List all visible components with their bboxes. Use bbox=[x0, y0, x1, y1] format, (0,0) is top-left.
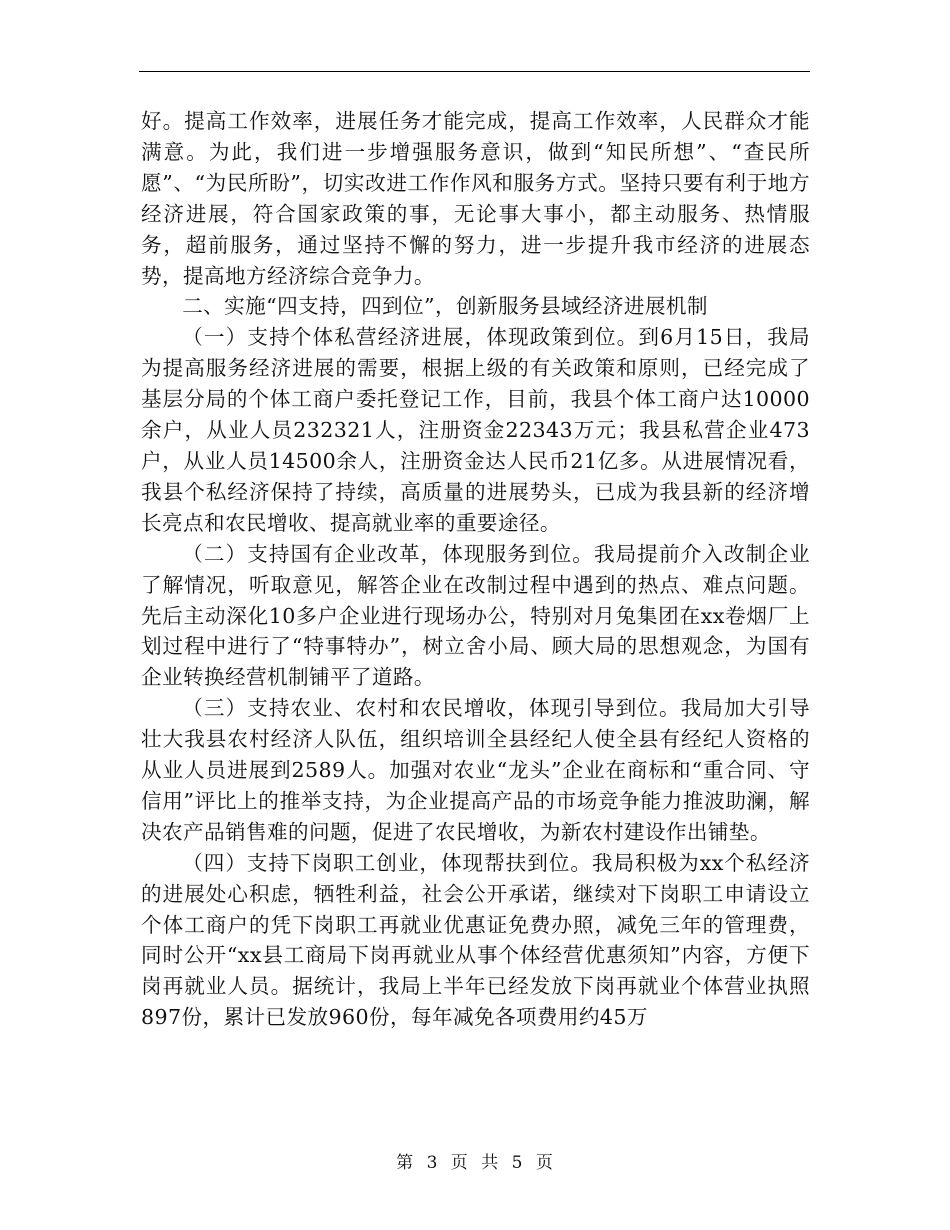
paragraph-item-1: （一）支持个体私营经济进展，体现政策到位。到6月15日，我局为提高服务经济进展的需要，根据上级的有关政策和原则，已经完成了基层分局的个体工商户委托登记工作，目前，我县个体工商户达10000余户，从业人员232321人，注册资金22343万元；我县私营企业473户，从业人员14500余人，注册资金达人民币21亿多。从进展情况看，我县个私经济保持了持续，高质量的进展势头，已成为我县新的经济增长亮点和农民增收、提高就业率的重要途径。 bbox=[141, 325, 810, 535]
header-rule bbox=[139, 71, 810, 72]
paragraph-item-2: （二）支持国有企业改革，体现服务到位。我局提前介入改制企业了解情况，听取意见，解答企业在改制过程中遇到的热点、难点问题。先后主动深化10多户企业进行现场办公，特别对月兔集团在xx卷烟厂上划过程中进行了“特事特办”，树立舍小局、顾大局的思想观念，为国有企业转换经营机制铺平了道路。 bbox=[141, 541, 810, 690]
paragraph-continuation: 好。提高工作效率，进展任务才能完成，提高工作效率，人民群众才能满意。为此，我们进一步增强服务意识，做到“知民所想”、“查民所愿”、“为民所盼”，切实改进工作作风和服务方式。坚持只要有利于地方经济进展，符合国家政策的事，无论事大事小，都主动服务、热情服务，超前服务，通过坚持不懈的努力，进一步提升我市经济的进展态势，提高地方经济综合竞争力。 bbox=[141, 109, 810, 288]
body-text bbox=[141, 106, 810, 1033]
section-heading: 二、实施“四支持，四到位”，创新服务县域经济进展机制 bbox=[182, 294, 708, 319]
page-footer: 第 3 页 共 5 页 bbox=[396, 1153, 554, 1173]
paragraph-item-4: （四）支持下岗职工创业，体现帮扶到位。我局积极为xx个私经济的进展处心积虑，牺牲利益，社会公开承诺，继续对下岗职工申请设立个体工商户的凭下岗职工再就业优惠证免费办照，减免三年的管理费，同时公开“xx县工商局下岗再就业从事个体经营优惠须知”内容，方便下岗再就业人员。据统计，我局上半年已经发放下岗再就业个体营业执照897份，累计已发放960份，每年减免各项费用约45万 bbox=[141, 850, 810, 1030]
paragraph-item-3: （三）支持农业、农村和农民增收，体现引导到位。我局加大引导壮大我县农村经济人队伍，组织培训全县经纪人使全县有经纪人资格的从业人员进展到2589人。加强对农业“龙头”企业在商标和“重合同、守信用”评比上的推举支持，为企业提高产品的市场竞争能力推波助澜，解决农产品销售难的问题，促进了农民增收，为新农村建设作出铺垫。 bbox=[141, 696, 810, 844]
